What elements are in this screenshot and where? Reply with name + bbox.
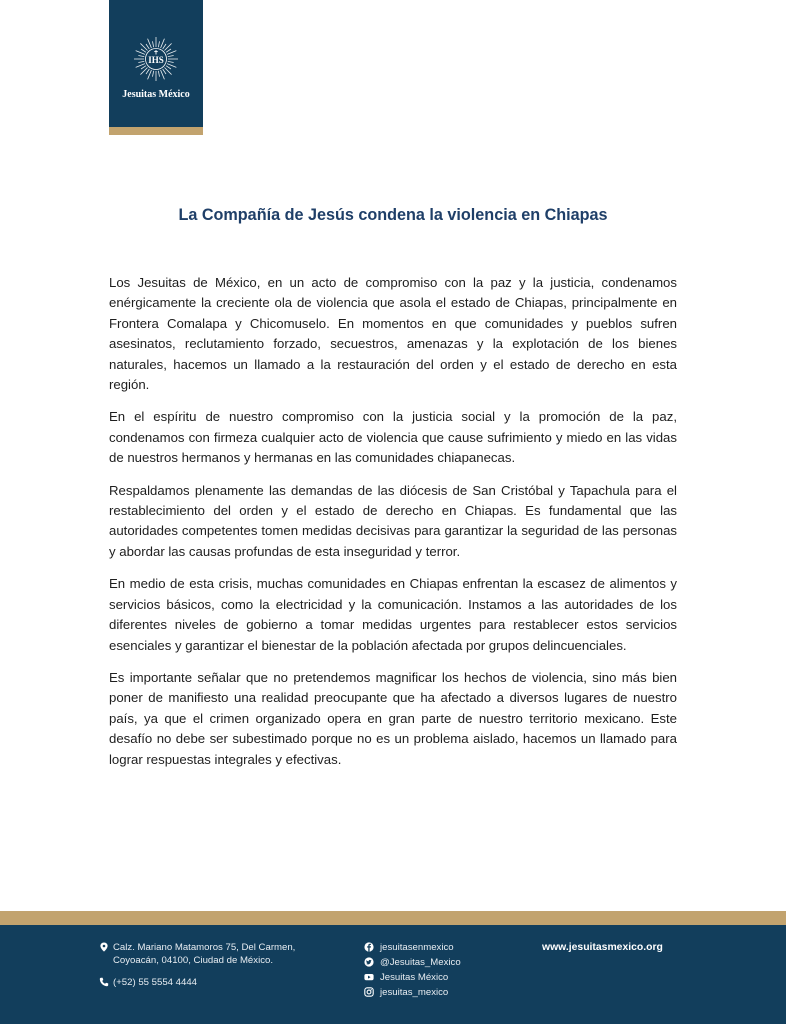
sunburst-ray <box>167 51 176 55</box>
instagram-icon <box>364 987 374 997</box>
footer-phone[interactable]: (+52) 55 5554 4444 <box>113 977 198 988</box>
sunburst-ray <box>148 39 152 48</box>
footer-gold-bar <box>0 911 786 925</box>
paragraph: Respaldamos plenamente las demandas de las diócesis de San Cristóbal y Tapachula para el restablecimiento del orden y el estado de derecho en Chiapas. Es fundamental que las autoridades competentes tomen medidas decisivas para garantizar la seguridad de las personas y abordar las causas profundas de esta inseguridad y terror. <box>109 482 677 559</box>
footer-address-line1: Calz. Mariano Matamoros 75, Del Carmen, <box>113 942 296 953</box>
sunburst-ray <box>146 44 149 49</box>
footer <box>0 925 786 1024</box>
ihs-sunburst-icon <box>133 36 179 82</box>
logo-monogram: IHS <box>148 55 164 65</box>
sunburst-ray <box>141 66 146 69</box>
footer-facebook[interactable]: jesuitasenmexico <box>380 942 454 953</box>
sunburst-ray <box>152 71 153 77</box>
sunburst-ray <box>136 51 145 55</box>
footer-address-line2: Coyoacán, 04100, Ciudad de México. <box>113 955 273 966</box>
sunburst-ray <box>148 70 152 79</box>
sunburst-ray <box>163 69 166 74</box>
sunburst-ray <box>141 49 146 52</box>
paragraph: En medio de esta crisis, muchas comunidades en Chiapas enfrentan la escasez de alimentos y servicios básicos, como la electricidad y la comunicación. Instamos a las autoridades de los diferentes niveles de gobierno a tomar medidas urgentes para restablecer estos servicios esenciales y garantizar el bienestar de la población afectada por grupos delincuenciales. <box>109 576 677 653</box>
sunburst-ray <box>168 55 174 56</box>
footer-youtube[interactable]: Jesuitas México <box>380 972 449 983</box>
footer-instagram[interactable]: jesuitas_mexico <box>380 987 449 998</box>
document-body <box>109 273 677 782</box>
sunburst-ray <box>167 64 176 68</box>
youtube-icon <box>364 972 374 982</box>
paragraph: En el espíritu de nuestro compromiso con la justicia social y la promoción de la paz, condenamos con firmeza cualquier acto de violencia que cause sufrimiento y miedo en las vidas de nuestros hermanos y hermanas en las comunidades chiapanecas. <box>109 409 677 466</box>
sunburst-ray <box>158 71 159 77</box>
paragraph: Es importante señalar que no pretendemos magnificar los hechos de violencia, sino más bien poner de manifiesto una realidad preocupante que ha afectado a diversos lugares de nuestro país, ya que el crimen organizado opera en gran parte de nuestro territorio mexicano. Este desafío no debe ser subestimado porque no es un problema aislado, hacemos un llamado para lograr respuestas integrales y efectivas. <box>109 669 677 767</box>
location-pin-icon <box>99 942 109 952</box>
sunburst-ray <box>138 55 144 56</box>
sunburst-ray <box>166 66 171 69</box>
sunburst-ray <box>146 69 149 74</box>
sunburst-ray <box>163 44 166 49</box>
paragraph: Los Jesuitas de México, en un acto de compromiso con la paz y la justicia, condenamos enérgicamente la creciente ola de violencia que asola el estado de Chiapas, principalmente en Frontera Comalapa y Chicomuselo. En momentos en que comunidades y pueblos sufren asesinatos, reclutamiento forzado, secuestros, amenazas y la explotación de los bienes naturales, hacemos un llamado a la restauración del orden y el estado de derecho en esta región. <box>109 275 677 393</box>
logo <box>109 0 203 127</box>
sunburst-ray <box>168 61 174 62</box>
footer-twitter[interactable]: @Jesuitas_Mexico <box>380 957 461 968</box>
footer-website-link[interactable]: www.jesuitasmexico.org <box>542 942 663 953</box>
logo-gold-bar <box>109 127 203 135</box>
sunburst-ray <box>161 39 165 48</box>
logo-brand-name: Jesuitas México <box>122 89 190 100</box>
sunburst-ray <box>161 70 165 79</box>
document-title: La Compañía de Jesús condena la violencia en Chiapas <box>178 206 608 224</box>
twitter-icon <box>364 957 374 967</box>
sunburst-ray <box>138 61 144 62</box>
sunburst-ray <box>158 41 159 47</box>
phone-icon <box>99 977 109 987</box>
sunburst-ray <box>136 64 145 68</box>
sunburst-ray <box>152 41 153 47</box>
sunburst-ray <box>166 49 171 52</box>
facebook-icon <box>364 942 374 952</box>
